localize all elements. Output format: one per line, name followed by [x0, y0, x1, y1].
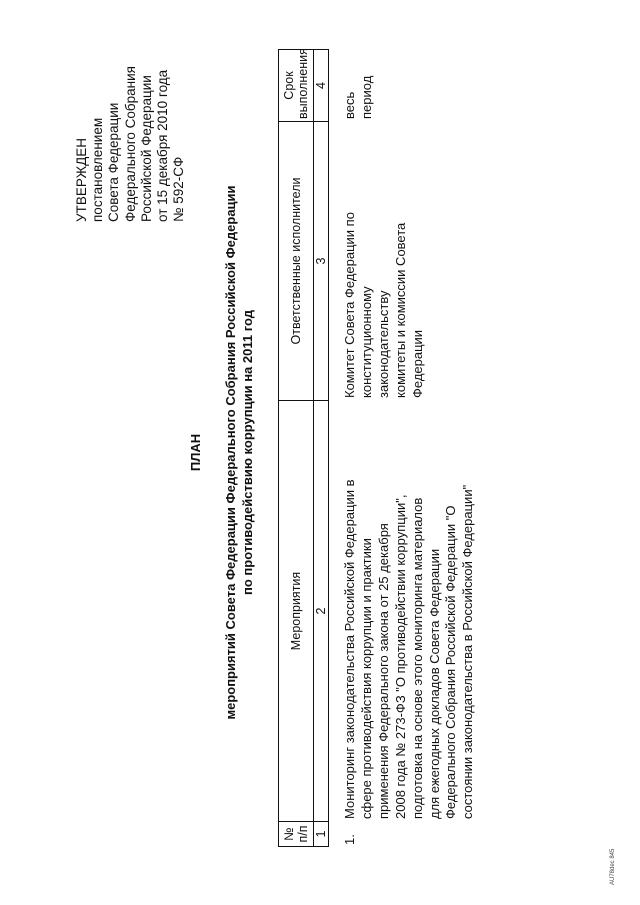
event-line: Федерального Собрания Российской Федерации "О — [443, 505, 459, 819]
event-line: 2008 года № 273-ФЗ "О противодействии коррупции", — [392, 494, 408, 819]
row-deadline — [342, 49, 376, 119]
row-number: 1. — [342, 834, 357, 845]
subtitle-line: мероприятий Совета Федерации Федерального Собрания Российской Федерации — [223, 185, 238, 720]
event-line: подготовка на основе этого мониторинга материалов — [409, 497, 425, 819]
header-event: Мероприятия — [279, 401, 314, 822]
event-line: сфере противодействия коррупции и практики — [358, 538, 374, 819]
approval-block — [74, 22, 187, 222]
plan-subtitle — [222, 0, 256, 905]
approval-line: от 15 декабря 2010 года — [155, 69, 171, 222]
event-line: применения Федерального закона от 25 декабря — [375, 523, 391, 819]
executor-line: законодательству — [375, 290, 391, 398]
executor-line: Федерации — [409, 329, 425, 398]
deadline-line: весь — [342, 91, 357, 119]
deadline-line: период — [358, 75, 374, 119]
event-line: Мониторинг законодательства Российской Федерации в — [342, 479, 357, 819]
row-event — [342, 424, 477, 819]
header-executors: Ответственные исполнители — [279, 122, 314, 401]
event-line: состоянии законодательства в Российской Федерации" — [460, 484, 476, 819]
row-executors — [342, 148, 427, 398]
event-line: для ежегодных докладов Совета Федерации — [426, 548, 442, 819]
approval-line: постановлением — [90, 117, 106, 222]
executor-line: конституционному — [358, 286, 374, 398]
column-number: 1 — [314, 822, 329, 847]
executor-line: комитеты и комиссии Совета — [392, 222, 408, 398]
column-number-row — [314, 50, 329, 847]
column-number: 4 — [314, 50, 329, 122]
plan-title: ПЛАН — [188, 433, 203, 472]
approval-line: Совета Федерации — [106, 102, 122, 222]
approval-line: № 592-СФ — [171, 156, 187, 222]
column-number: 2 — [314, 401, 329, 822]
header-deadline: Срок выполнения — [279, 50, 314, 122]
column-number: 3 — [314, 122, 329, 401]
subtitle-line: по противодействию коррупции на 2011 год — [240, 310, 255, 595]
header-num: № п/п — [279, 822, 314, 847]
scan-stamp: AU78dec 845 — [610, 848, 616, 885]
executor-line: Комитет Совета Федерации по — [342, 212, 357, 398]
approval-line: УТВЕРЖДЕН — [74, 137, 89, 222]
table-header-row — [279, 50, 314, 847]
approval-line: Российской Федерации — [138, 75, 154, 222]
approval-line: Федерального Собрания — [122, 66, 138, 222]
plan-table — [278, 49, 329, 847]
